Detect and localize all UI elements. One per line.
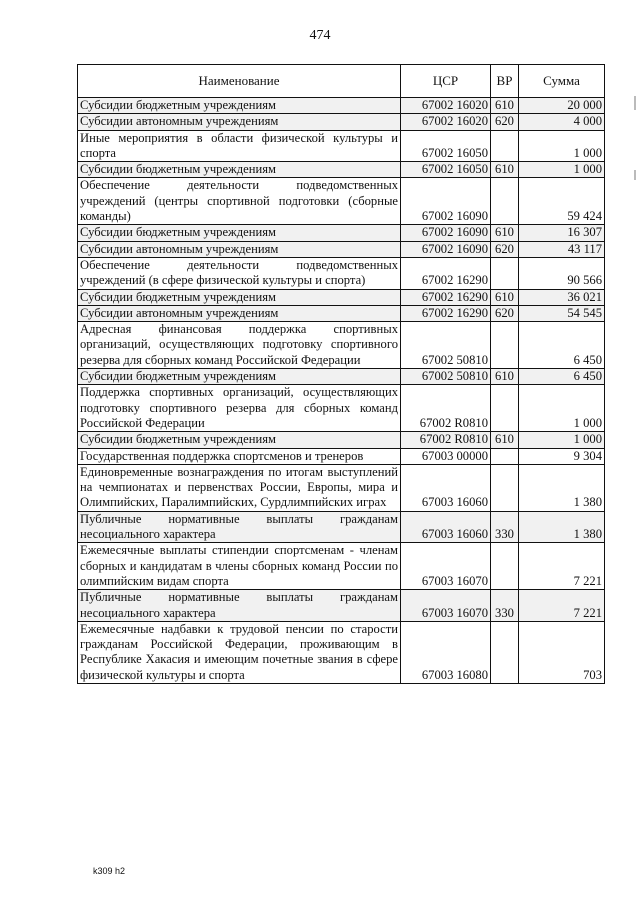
cell-vr [491,464,519,511]
cell-name: Субсидии бюджетным учреждениям [78,369,401,385]
cell-csr: 67002 50810 [401,322,491,369]
table-row [78,621,605,683]
cell-sum: 1 000 [519,432,605,448]
cell-csr: 67003 16080 [401,621,491,683]
table-row [78,114,605,130]
cell-vr [491,322,519,369]
cell-sum: 20 000 [519,98,605,114]
header-csr: ЦСР [401,65,491,98]
cell-name: Субсидии бюджетным учреждениям [78,432,401,448]
table-row [78,543,605,590]
cell-sum: 6 450 [519,369,605,385]
cell-name: Единовременные вознаграждения по итогам выступлений на чемпионатах и первенствах России, Европы, мира и Олимпийских, Паралимпийских, Сурдлимпийских играх [78,464,401,511]
cell-sum: 1 380 [519,464,605,511]
cell-csr: 67002 16090 [401,178,491,225]
margin-mark [634,96,636,110]
cell-vr: 610 [491,369,519,385]
cell-sum: 1 000 [519,162,605,178]
cell-name: Субсидии бюджетным учреждениям [78,225,401,241]
cell-sum: 1 000 [519,130,605,162]
table-row [78,464,605,511]
cell-vr [491,130,519,162]
cell-csr: 67002 50810 [401,369,491,385]
cell-csr: 67002 16090 [401,225,491,241]
table-row [78,241,605,257]
footer-code: k309 h2 [93,866,126,876]
cell-csr: 67002 16020 [401,98,491,114]
cell-vr: 610 [491,432,519,448]
cell-name: Иные мероприятия в области физической культуры и спорта [78,130,401,162]
table-row [78,432,605,448]
table-row [78,289,605,305]
cell-sum: 43 117 [519,241,605,257]
cell-name: Публичные нормативные выплаты гражданам несоциального характера [78,590,401,622]
budget-table [77,64,605,684]
cell-vr: 620 [491,114,519,130]
table-row [78,448,605,464]
cell-name: Государственная поддержка спортсменов и тренеров [78,448,401,464]
table-row [78,590,605,622]
cell-csr: 67002 R0810 [401,385,491,432]
cell-name: Обеспечение деятельности подведомственных учреждений (центры спортивной подготовки (сборные команды) [78,178,401,225]
cell-name: Субсидии бюджетным учреждениям [78,162,401,178]
cell-name: Адресная финансовая поддержка спортивных организаций, осуществляющих подготовку спортивного резерва для сборных команд Российской Федерации [78,322,401,369]
cell-sum: 36 021 [519,289,605,305]
cell-csr: 67003 16060 [401,511,491,543]
cell-name: Субсидии бюджетным учреждениям [78,98,401,114]
cell-sum: 6 450 [519,322,605,369]
table-row [78,322,605,369]
cell-csr: 67002 16050 [401,162,491,178]
cell-name: Ежемесячные выплаты стипендии спортсменам - членам сборных и кандидатам в члены сборных команд России по олимпийским видам спорта [78,543,401,590]
table-row [78,178,605,225]
cell-vr: 610 [491,162,519,178]
cell-name: Субсидии автономным учреждениям [78,114,401,130]
cell-name: Публичные нормативные выплаты гражданам несоциального характера [78,511,401,543]
cell-csr: 67002 16090 [401,241,491,257]
cell-csr: 67002 16290 [401,289,491,305]
cell-sum: 9 304 [519,448,605,464]
header-sum: Сумма [519,65,605,98]
cell-sum: 54 545 [519,305,605,321]
header-name: Наименование [78,65,401,98]
cell-name: Субсидии бюджетным учреждениям [78,289,401,305]
cell-sum: 16 307 [519,225,605,241]
cell-vr [491,448,519,464]
cell-sum: 1 000 [519,385,605,432]
cell-sum: 59 424 [519,178,605,225]
margin-mark [634,170,636,180]
table-row [78,305,605,321]
cell-vr [491,257,519,289]
cell-vr: 330 [491,590,519,622]
cell-csr: 67003 16060 [401,464,491,511]
cell-vr: 610 [491,289,519,305]
cell-vr: 610 [491,98,519,114]
cell-vr [491,543,519,590]
cell-sum: 7 221 [519,590,605,622]
cell-name: Субсидии автономным учреждениям [78,305,401,321]
cell-csr: 67003 16070 [401,543,491,590]
cell-name: Обеспечение деятельности подведомственных учреждений (в сфере физической культуры и спорта) [78,257,401,289]
cell-csr: 67003 16070 [401,590,491,622]
cell-vr: 330 [491,511,519,543]
cell-csr: 67002 16020 [401,114,491,130]
cell-sum: 7 221 [519,543,605,590]
cell-sum: 1 380 [519,511,605,543]
table-row [78,225,605,241]
cell-vr [491,621,519,683]
cell-csr: 67002 16050 [401,130,491,162]
cell-csr: 67002 16290 [401,305,491,321]
cell-sum: 4 000 [519,114,605,130]
cell-sum: 90 566 [519,257,605,289]
table-row [78,130,605,162]
table-row [78,385,605,432]
table-row [78,98,605,114]
cell-name: Субсидии автономным учреждениям [78,241,401,257]
cell-csr: 67003 00000 [401,448,491,464]
table-header-row [78,65,605,98]
cell-vr: 620 [491,241,519,257]
table-row [78,162,605,178]
cell-vr [491,385,519,432]
cell-vr [491,178,519,225]
cell-vr: 620 [491,305,519,321]
cell-name: Ежемесячные надбавки к трудовой пенсии по старости гражданам Российской Федерации, проживающим в Республике Хакасия и имеющим почетные звания в сфере физической культуры и спорта [78,621,401,683]
cell-vr: 610 [491,225,519,241]
cell-csr: 67002 16290 [401,257,491,289]
table-row [78,369,605,385]
page-number: 474 [309,28,331,43]
cell-csr: 67002 R0810 [401,432,491,448]
table-row [78,511,605,543]
header-vr: ВР [491,65,519,98]
cell-sum: 703 [519,621,605,683]
table-row [78,257,605,289]
cell-name: Поддержка спортивных организаций, осуществляющих подготовку спортивного резерва для сборных команд Российской Федерации [78,385,401,432]
